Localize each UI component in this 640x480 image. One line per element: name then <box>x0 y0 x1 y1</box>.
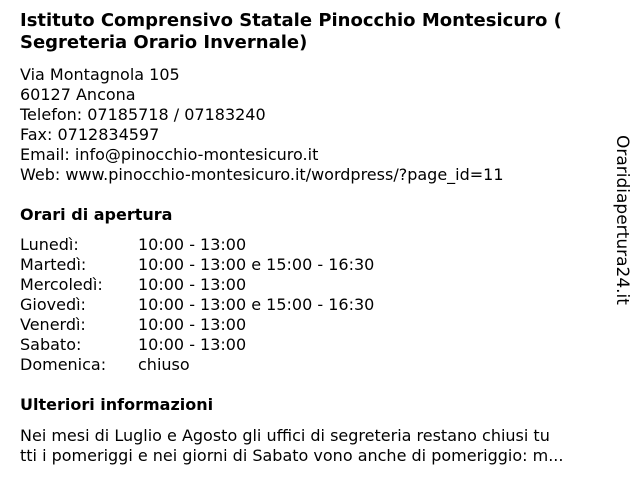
page-title: Istituto Comprensivo Statale Pinocchio Montesicuro ( Segreteria Orario Invernale) <box>20 10 562 53</box>
additional-info-heading: Ulteriori informazioni <box>20 395 214 414</box>
email-label: Email: <box>20 145 75 164</box>
day-label: Lunedì: <box>20 235 79 254</box>
phone-number: Telefon: 07185718 / 07183240 <box>20 105 266 124</box>
web-link[interactable]: www.pinocchio-montesicuro.it/wordpress/?page_id=11 <box>65 165 504 184</box>
address-city: 60127 Ancona <box>20 85 136 104</box>
day-hours: 10:00 - 13:00 <box>138 335 247 354</box>
day-label: Mercoledì: <box>20 275 103 294</box>
day-hours: 10:00 - 13:00 <box>138 235 247 254</box>
contact-block <box>20 65 504 185</box>
hours-row-thursday <box>20 295 374 315</box>
day-label: Venerdì: <box>20 315 86 334</box>
web-label: Web: <box>20 165 66 184</box>
day-hours: 10:00 - 13:00 <box>138 315 247 334</box>
day-hours: chiuso <box>138 355 190 374</box>
opening-hours-heading: Orari di apertura <box>20 205 173 224</box>
hours-row-wednesday <box>20 275 374 295</box>
hours-row-saturday <box>20 335 374 355</box>
email-line <box>20 145 504 165</box>
fax-number: Fax: 0712834597 <box>20 125 160 144</box>
day-hours: 10:00 - 13:00 e 15:00 - 16:30 <box>138 295 375 314</box>
email-link[interactable]: info@pinocchio-montesicuro.it <box>74 145 319 164</box>
day-label: Domenica: <box>20 355 107 374</box>
day-label: Giovedì: <box>20 295 86 314</box>
additional-info-text: Nei mesi di Luglio e Agosto gli uffici di segreteria restano chiusi tu tti i pomeriggi e nei giorni di Sabato vono anche di pomeriggio: m... <box>20 426 564 465</box>
day-label: Sabato: <box>20 335 82 354</box>
hours-row-tuesday <box>20 255 374 275</box>
hours-row-monday <box>20 235 374 255</box>
day-label: Martedì: <box>20 255 87 274</box>
web-line <box>20 165 504 185</box>
address-street: Via Montagnola 105 <box>20 65 180 84</box>
day-hours: 10:00 - 13:00 e 15:00 - 16:30 <box>138 255 375 274</box>
hours-row-friday <box>20 315 374 335</box>
hours-row-sunday <box>20 355 374 375</box>
day-hours: 10:00 - 13:00 <box>138 275 247 294</box>
opening-hours-table <box>20 235 374 375</box>
site-watermark: Oraridiapertura24.it <box>612 135 632 305</box>
